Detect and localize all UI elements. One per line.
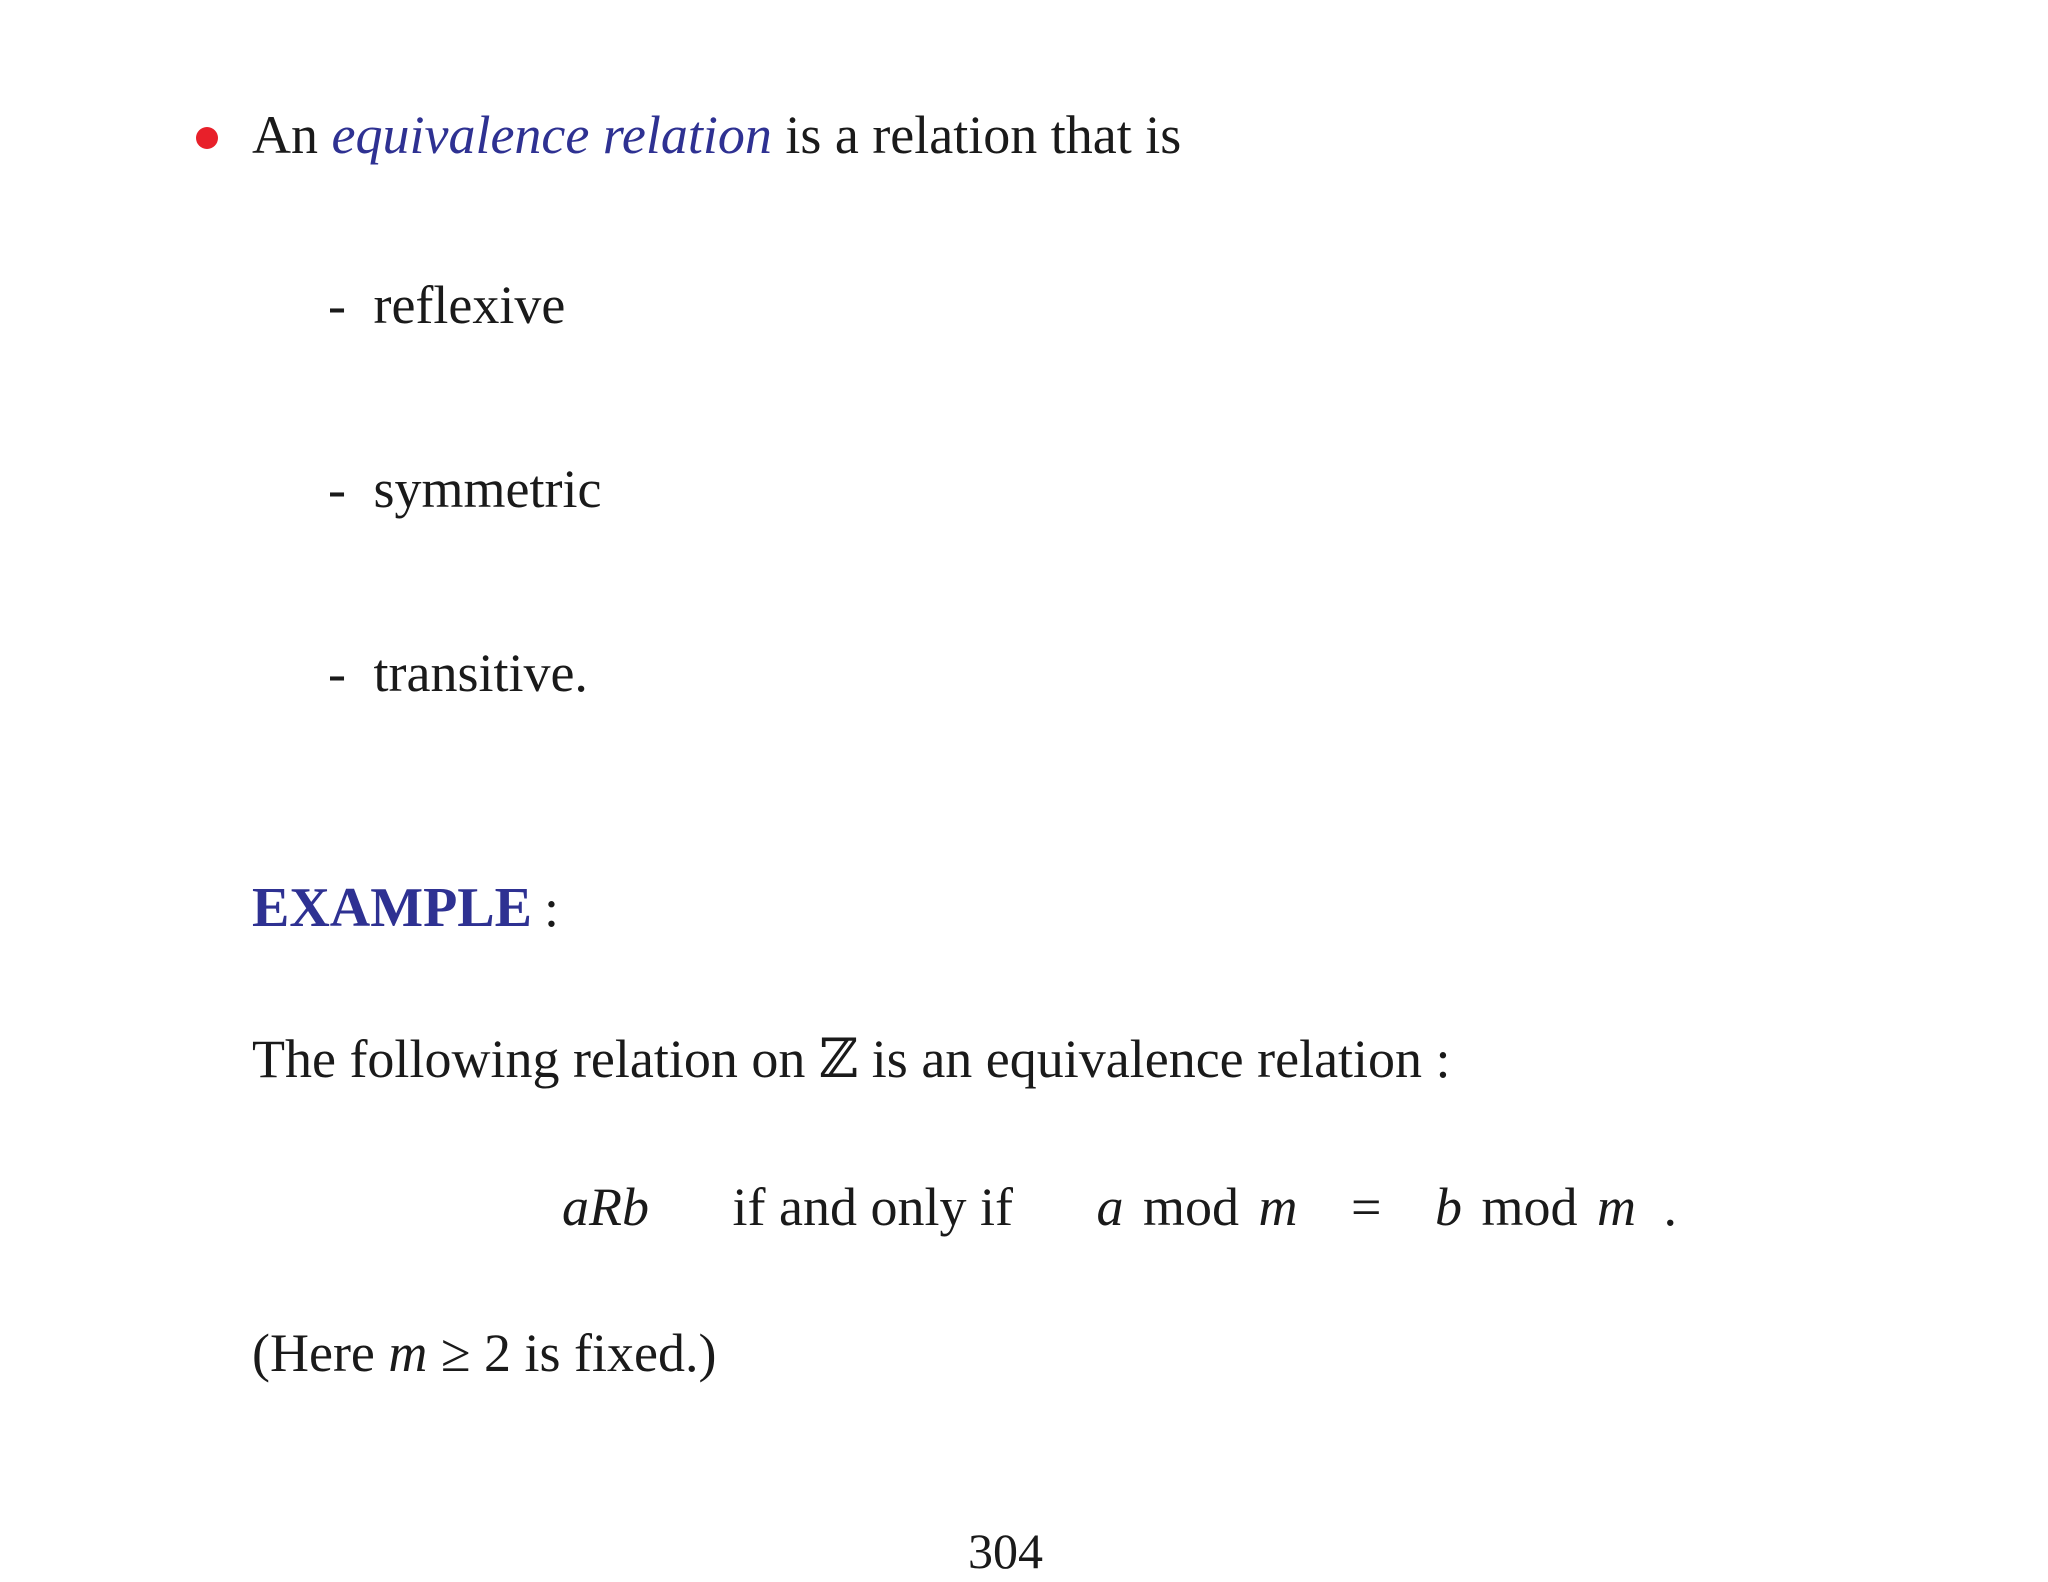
property-item	[328, 643, 588, 703]
example-heading: EXAMPLE	[252, 877, 532, 939]
intro-before: An	[252, 105, 318, 165]
property-dash: -	[328, 643, 346, 703]
formula-b: b	[1434, 1177, 1462, 1237]
example-heading-line	[252, 877, 560, 939]
property-label: symmetric	[373, 459, 602, 519]
example-statement	[252, 1027, 1451, 1090]
set-integers-symbol: ℤ	[818, 1027, 859, 1090]
note-rel: ≥ 2 is fixed.)	[440, 1323, 717, 1383]
formula-m-1: m	[1258, 1177, 1298, 1237]
page-number: 304	[968, 1523, 1043, 1579]
property-dash: -	[328, 459, 346, 519]
note-open: (Here	[252, 1323, 375, 1383]
statement-before: The following relation on	[252, 1029, 806, 1089]
formula-connective: if and only if	[732, 1177, 1013, 1237]
intro-after: is a relation that is	[785, 105, 1182, 165]
formula-mod-2: mod	[1481, 1177, 1578, 1237]
formula-m-2: m	[1596, 1177, 1636, 1237]
formula-period: .	[1663, 1177, 1677, 1237]
property-dash: -	[328, 275, 346, 335]
formula-equals: =	[1350, 1177, 1382, 1237]
statement-after: is an equivalence relation :	[871, 1029, 1451, 1089]
formula-a: a	[1096, 1177, 1124, 1237]
property-item	[328, 275, 566, 335]
definition-line	[252, 105, 1182, 165]
formula	[562, 1177, 1677, 1237]
fixed-note	[252, 1323, 717, 1383]
property-label: reflexive	[373, 275, 566, 335]
formula-lhs: aRb	[562, 1177, 649, 1237]
example-colon: :	[544, 878, 560, 938]
formula-mod-1: mod	[1142, 1177, 1239, 1237]
note-m: m	[388, 1323, 428, 1383]
bullet-icon	[196, 127, 218, 149]
property-label: transitive.	[373, 643, 588, 703]
property-item	[328, 459, 602, 519]
term-equivalence-relation: equivalence relation	[331, 105, 772, 165]
